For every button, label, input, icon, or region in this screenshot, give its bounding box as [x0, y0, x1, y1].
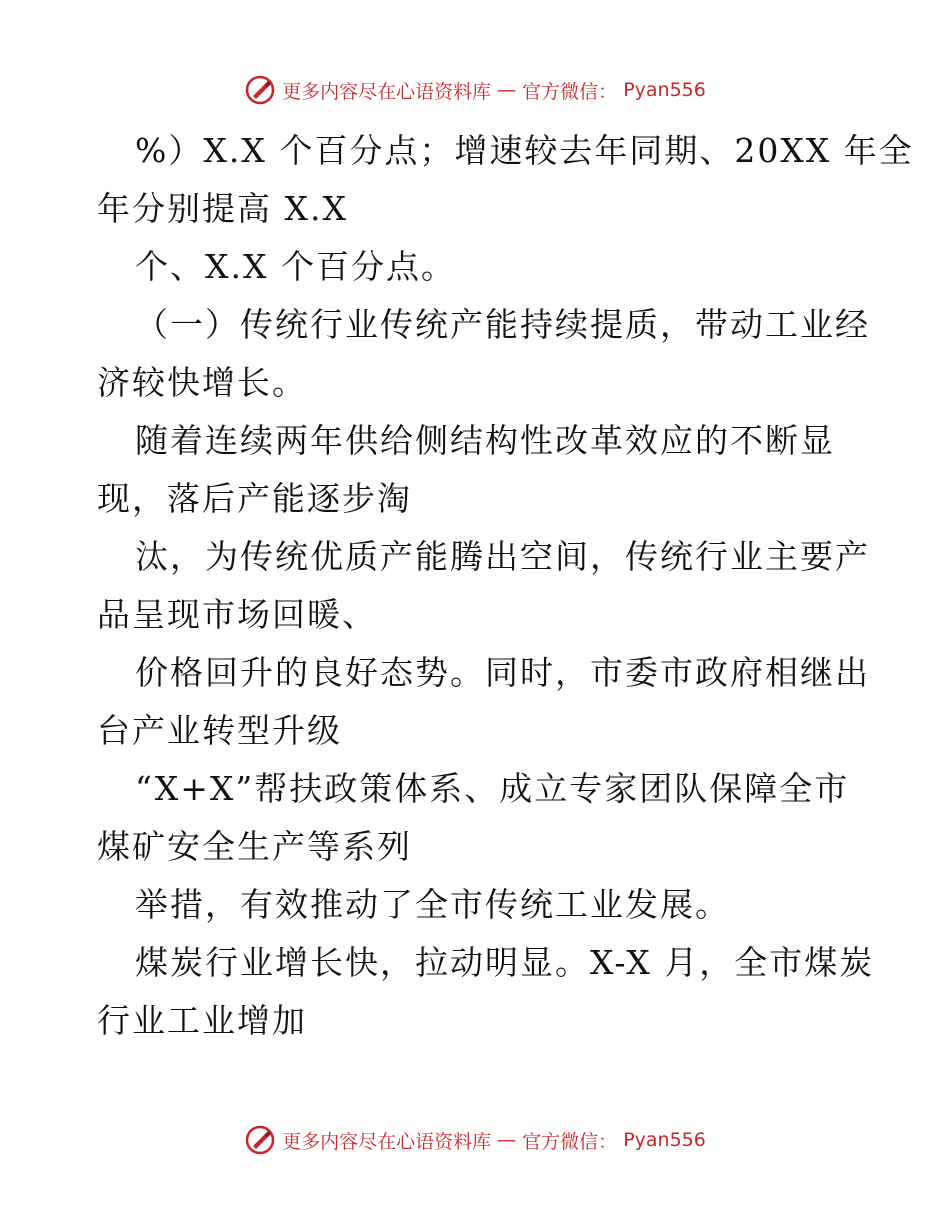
body-line: 个、X.X 个百分点。 [135, 247, 456, 286]
body-line: 随着连续两年供给侧结构性改革效应的不断显 [135, 421, 835, 460]
page-header [0, 74, 950, 106]
header-separator: — [497, 79, 517, 101]
body-line: 煤炭行业增长快，拉动明显。X-X 月，全市煤炭 [135, 943, 875, 982]
body-line: 举措，有效推动了全市传统工业发展。 [135, 885, 730, 924]
pen-seal-logo-icon [244, 74, 276, 106]
document-body [97, 122, 914, 1050]
page-footer [0, 1124, 950, 1156]
body-line: 汰，为传统优质产能腾出空间，传统行业主要产 [135, 537, 870, 576]
body-line: “X+X”帮扶政策体系、成立专家团队保障全市 [135, 769, 850, 808]
footer-wechat-id: Pyan556 [623, 1129, 706, 1151]
footer-wechat-label: 官方微信： [522, 1130, 618, 1153]
header-promo-text: 更多内容尽在心语资料库 [282, 80, 492, 103]
body-line: 现，落后产能逐步淘 [97, 479, 412, 518]
footer-separator: — [497, 1129, 517, 1151]
body-line: 台产业转型升级 [97, 711, 342, 750]
header-wechat-label: 官方微信： [522, 80, 618, 103]
pen-seal-logo-icon [244, 1124, 276, 1156]
body-line: 年分别提高 X.X [97, 189, 348, 228]
body-line: %）X.X 个百分点；增速较去年同期、20XX 年全 [135, 131, 914, 170]
body-line: 行业工业增加 [97, 1001, 307, 1040]
body-line: 煤矿安全生产等系列 [97, 827, 412, 866]
section-heading: （一）传统行业传统产能持续提质，带动工业经 [135, 305, 870, 344]
footer-promo-text: 更多内容尽在心语资料库 [282, 1130, 492, 1153]
section-heading-cont: 济较快增长。 [97, 363, 307, 402]
header-wechat-id: Pyan556 [623, 79, 706, 101]
body-line: 品呈现市场回暖、 [97, 595, 377, 634]
body-line: 价格回升的良好态势。同时，市委市政府相继出 [135, 653, 870, 692]
